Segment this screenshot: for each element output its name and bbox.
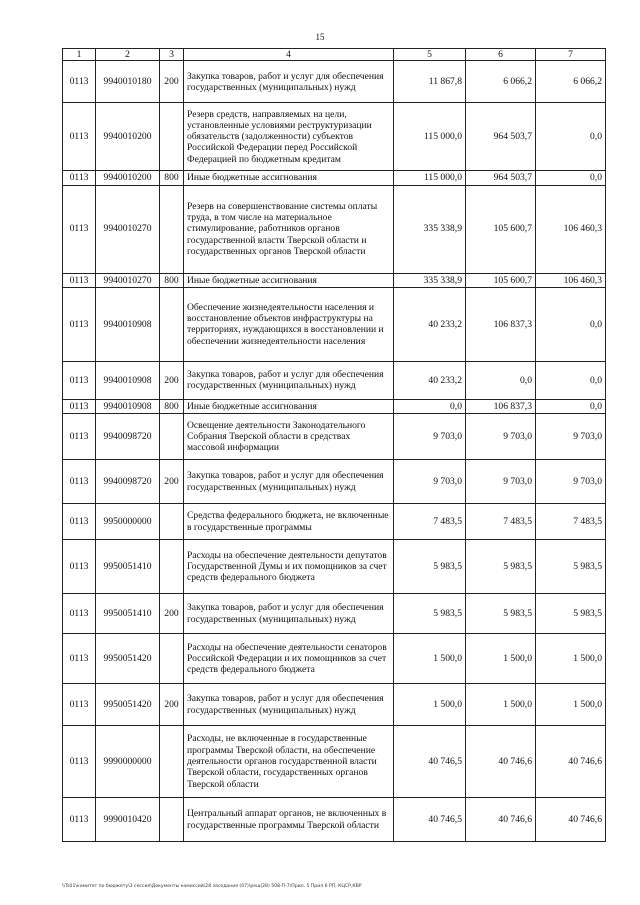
section-code: 0113 <box>63 594 96 634</box>
header-col-1: 1 <box>63 49 96 61</box>
expense-name: Резерв на совершенствование системы оплаты труда, в том числе на материальное стимулирование, работников органов государственной власти Тверской области и государственных органов Тверской области <box>184 185 394 273</box>
target-article-code: 9940098720 <box>96 414 160 460</box>
amount-col-6: 964 503,7 <box>466 171 536 185</box>
amount-col-7: 0,0 <box>536 399 606 413</box>
amount-col-6: 9 703,0 <box>466 460 536 504</box>
expense-type-code: 800 <box>160 399 184 413</box>
expense-type-code: 800 <box>160 273 184 287</box>
amount-col-5: 40 233,2 <box>394 287 466 361</box>
section-code: 0113 <box>63 61 96 103</box>
header-col-2: 2 <box>96 49 160 61</box>
target-article-code: 9940010180 <box>96 61 160 103</box>
section-code: 0113 <box>63 287 96 361</box>
amount-col-6: 5 983,5 <box>466 594 536 634</box>
expense-name: Иные бюджетные ассигнования <box>184 399 394 413</box>
amount-col-6: 106 837,3 <box>466 399 536 413</box>
target-article-code: 9940010908 <box>96 361 160 399</box>
amount-col-5: 5 983,5 <box>394 594 466 634</box>
table-row <box>63 61 606 103</box>
section-code: 0113 <box>63 460 96 504</box>
expense-name: Закупка товаров, работ и услуг для обеспечения государственных (муниципальных) нужд <box>184 361 394 399</box>
expense-name: Центральный аппарат органов, не включенных в государственные программы Тверской области <box>184 798 394 842</box>
expense-name: Средства федерального бюджета, не включенные в государственные программы <box>184 504 394 540</box>
amount-col-6: 7 483,5 <box>466 504 536 540</box>
section-code: 0113 <box>63 634 96 684</box>
header-row <box>63 49 606 61</box>
target-article-code: 9950000000 <box>96 504 160 540</box>
amount-col-5: 7 483,5 <box>394 504 466 540</box>
target-article-code: 9950051420 <box>96 634 160 684</box>
target-article-code: 9990000000 <box>96 726 160 798</box>
section-code: 0113 <box>63 726 96 798</box>
table-row <box>63 361 606 399</box>
header-col-4: 4 <box>184 49 394 61</box>
amount-col-5: 5 983,5 <box>394 540 466 594</box>
target-article-code: 9940010270 <box>96 185 160 273</box>
table-row <box>63 798 606 842</box>
amount-col-7: 106 460,3 <box>536 185 606 273</box>
amount-col-5: 115 000,0 <box>394 103 466 171</box>
file-path-footer: \\Ts01\комитет по бюджету\3 сессия\Документы комиссий\28 заседания (07)\реш(28) 508-П-7\Прил. 5 Прил 6 РП, КЦСР,КВР <box>62 884 362 889</box>
amount-col-7: 0,0 <box>536 103 606 171</box>
amount-col-5: 335 338,9 <box>394 273 466 287</box>
table-row <box>63 460 606 504</box>
header-col-7: 7 <box>536 49 606 61</box>
expense-type-code <box>160 287 184 361</box>
target-article-code: 9940098720 <box>96 460 160 504</box>
table-row <box>63 171 606 185</box>
amount-col-6: 105 600,7 <box>466 273 536 287</box>
section-code: 0113 <box>63 684 96 726</box>
section-code: 0113 <box>63 103 96 171</box>
amount-col-7: 0,0 <box>536 361 606 399</box>
header-col-5: 5 <box>394 49 466 61</box>
section-code: 0113 <box>63 504 96 540</box>
expense-name: Расходы, не включенные в государственные программы Тверской области, на обеспечение деятельности органов государственной власти Тверской области, государственных органов Тверской области <box>184 726 394 798</box>
amount-col-7: 5 983,5 <box>536 594 606 634</box>
expense-name: Освещение деятельности Законодательного Собрания Тверской области в средствах массовой информации <box>184 414 394 460</box>
amount-col-7: 40 746,6 <box>536 798 606 842</box>
table-row <box>63 399 606 413</box>
amount-col-7: 6 066,2 <box>536 61 606 103</box>
expense-type-code <box>160 634 184 684</box>
expense-type-code <box>160 504 184 540</box>
amount-col-7: 9 703,0 <box>536 414 606 460</box>
target-article-code: 9940010200 <box>96 171 160 185</box>
expense-name: Резерв средств, направляемых на цели, установленные условиями реструктуризации обязательств (задолженности) субъектов Российской Федерации перед Российской Федерацией по бюджетным кредитам <box>184 103 394 171</box>
expense-type-code <box>160 185 184 273</box>
amount-col-7: 9 703,0 <box>536 460 606 504</box>
expense-type-code: 200 <box>160 684 184 726</box>
expense-type-code <box>160 103 184 171</box>
table-row <box>63 414 606 460</box>
section-code: 0113 <box>63 540 96 594</box>
section-code: 0113 <box>63 361 96 399</box>
amount-col-6: 40 746,6 <box>466 726 536 798</box>
amount-col-6: 1 500,0 <box>466 634 536 684</box>
header-col-3: 3 <box>160 49 184 61</box>
expense-type-code <box>160 540 184 594</box>
amount-col-5: 0,0 <box>394 399 466 413</box>
target-article-code: 9950051410 <box>96 540 160 594</box>
amount-col-6: 5 983,5 <box>466 540 536 594</box>
expense-name: Расходы на обеспечение деятельности сенаторов Российской Федерации и их помощников за счет средств федерального бюджета <box>184 634 394 684</box>
amount-col-7: 0,0 <box>536 287 606 361</box>
expense-name: Расходы на обеспечение деятельности депутатов Государственной Думы и их помощников за счет средств федерального бюджета <box>184 540 394 594</box>
amount-col-5: 335 338,9 <box>394 185 466 273</box>
table-row <box>63 103 606 171</box>
target-article-code: 9990010420 <box>96 798 160 842</box>
amount-col-6: 1 500,0 <box>466 684 536 726</box>
amount-col-6: 9 703,0 <box>466 414 536 460</box>
target-article-code: 9940010200 <box>96 103 160 171</box>
target-article-code: 9940010908 <box>96 399 160 413</box>
amount-col-7: 1 500,0 <box>536 634 606 684</box>
table-row <box>63 287 606 361</box>
amount-col-5: 115 000,0 <box>394 171 466 185</box>
amount-col-5: 11 867,8 <box>394 61 466 103</box>
amount-col-5: 40 746,5 <box>394 726 466 798</box>
amount-col-6: 106 837,3 <box>466 287 536 361</box>
table-row <box>63 540 606 594</box>
amount-col-6: 6 066,2 <box>466 61 536 103</box>
amount-col-7: 0,0 <box>536 171 606 185</box>
target-article-code: 9940010908 <box>96 287 160 361</box>
expense-type-code: 800 <box>160 171 184 185</box>
section-code: 0113 <box>63 414 96 460</box>
amount-col-5: 9 703,0 <box>394 414 466 460</box>
table-row <box>63 684 606 726</box>
expense-type-code: 200 <box>160 594 184 634</box>
amount-col-5: 1 500,0 <box>394 634 466 684</box>
section-code: 0113 <box>63 185 96 273</box>
target-article-code: 9950051420 <box>96 684 160 726</box>
amount-col-7: 40 746,6 <box>536 726 606 798</box>
expense-name: Обеспечение жизнедеятельности населения и восстановление объектов инфраструктуры на территориях, нуждающихся в восстановлении и обеспечении жизнедеятельности населения <box>184 287 394 361</box>
expense-name: Иные бюджетные ассигнования <box>184 171 394 185</box>
amount-col-6: 105 600,7 <box>466 185 536 273</box>
amount-col-5: 40 746,5 <box>394 798 466 842</box>
expense-type-code: 200 <box>160 460 184 504</box>
amount-col-7: 1 500,0 <box>536 684 606 726</box>
table-row <box>63 726 606 798</box>
target-article-code: 9950051410 <box>96 594 160 634</box>
expense-name: Закупка товаров, работ и услуг для обеспечения государственных (муниципальных) нужд <box>184 61 394 103</box>
section-code: 0113 <box>63 171 96 185</box>
amount-col-5: 40 233,2 <box>394 361 466 399</box>
target-article-code: 9940010270 <box>96 273 160 287</box>
expense-name: Иные бюджетные ассигнования <box>184 273 394 287</box>
expense-name: Закупка товаров, работ и услуг для обеспечения государственных (муниципальных) нужд <box>184 684 394 726</box>
amount-col-5: 9 703,0 <box>394 460 466 504</box>
table-row <box>63 185 606 273</box>
page-number: 15 <box>315 32 325 42</box>
section-code: 0113 <box>63 798 96 842</box>
expense-type-code: 200 <box>160 361 184 399</box>
table-row <box>63 634 606 684</box>
budget-table <box>62 48 606 842</box>
amount-col-6: 40 746,6 <box>466 798 536 842</box>
expense-type-code <box>160 726 184 798</box>
expense-name: Закупка товаров, работ и услуг для обеспечения государственных (муниципальных) нужд <box>184 594 394 634</box>
expense-type-code <box>160 798 184 842</box>
amount-col-6: 964 503,7 <box>466 103 536 171</box>
amount-col-6: 0,0 <box>466 361 536 399</box>
section-code: 0113 <box>63 399 96 413</box>
section-code: 0113 <box>63 273 96 287</box>
header-col-6: 6 <box>466 49 536 61</box>
table-row <box>63 504 606 540</box>
table-row <box>63 594 606 634</box>
amount-col-7: 5 983,5 <box>536 540 606 594</box>
table-row <box>63 273 606 287</box>
amount-col-7: 106 460,3 <box>536 273 606 287</box>
expense-type-code <box>160 414 184 460</box>
expense-name: Закупка товаров, работ и услуг для обеспечения государственных (муниципальных) нужд <box>184 460 394 504</box>
amount-col-5: 1 500,0 <box>394 684 466 726</box>
expense-type-code: 200 <box>160 61 184 103</box>
amount-col-7: 7 483,5 <box>536 504 606 540</box>
